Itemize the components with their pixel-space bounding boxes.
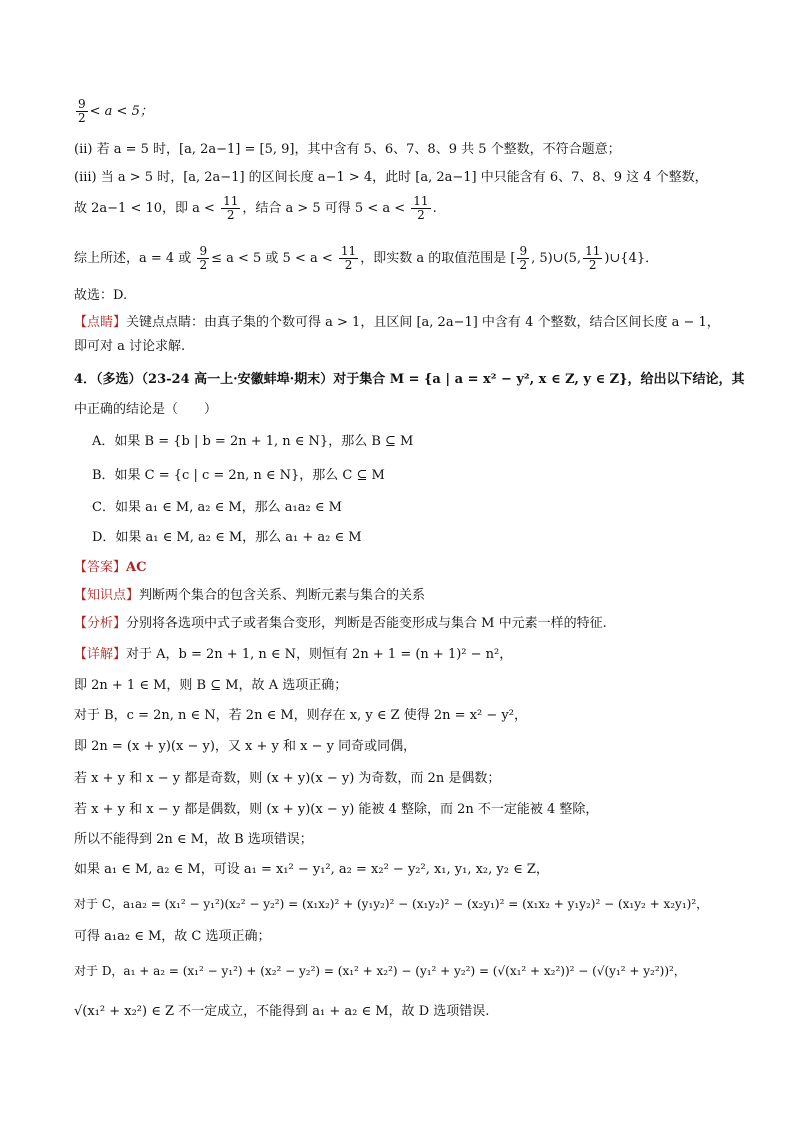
line-case-ii: (ii) 若 a = 5 时，[a, 2a−1] = [5, 9]，其中含有 5、6、7、8、9 共 5 个整数，不符合题意；: [74, 142, 621, 157]
fraction-9-2: $\frac{9}{2}$: [519, 244, 528, 272]
solution-line: √(x₁² + x₂²) ∈ Z 不一定成立，不能得到 a₁ + a₂ ∈ M，故 D 选项错误.: [74, 1004, 490, 1019]
solution-line: 所以不能得到 2n ∈ M，故 B 选项错误；: [74, 832, 313, 847]
question-4-stem: 4．（多选）（23-24 高一上·安徽蚌埠·期末）对于集合 M = {a | a = x² − y², x ∈ Z, y ∈ Z}，给出以下结论，其: [74, 372, 745, 387]
section-tag: 【答案】: [74, 560, 127, 575]
section-tag: 【知识点】: [74, 588, 140, 603]
fraction-11-2: $\frac{11}{2}$: [340, 244, 357, 272]
section-tag: 【详解】: [74, 647, 127, 662]
solution-line: 对于 D，a₁ + a₂ = (x₁² − y₁²) + (x₂² − y₂²) = (x₁² + x₂²) − (y₁² + y₂²) = (√(x₁² + x₂²))² − (√(y₁² + y₂²))²，: [74, 964, 686, 978]
solution-line: 若 x + y 和 x − y 都是奇数，则 (x + y)(x − y) 为奇数，而 2n 是偶数；: [74, 771, 501, 786]
option-b: B．如果 C = {c | c = 2n, n ∈ N}，那么 C ⊆ M: [92, 468, 385, 483]
solution-line: 对于 B，c = 2n, n ∈ N，若 2n ∈ M，则存在 x, y ∈ Z 使得 2n = x² − y²，: [74, 708, 527, 723]
option-d: D．如果 a₁ ∈ M, a₂ ∈ M，那么 a₁ + a₂ ∈ M: [92, 530, 362, 545]
solution-line: 若 x + y 和 x − y 都是偶数，则 (x + y)(x − y) 能被 4 整除，而 2n 不一定能被 4 整除，: [74, 802, 599, 817]
line-dianjing: 【点睛】关键点点睛：由真子集的个数可得 a > 1，且区间 [a, 2a−1] 中含有 4 个整数，结合区间长度 a − 1，: [74, 315, 720, 330]
fraction-11-2: $\frac{11}{2}$: [223, 194, 239, 222]
analysis-line: 【分析】分别将各选项中式子或者集合变形，判断是否能变形成与集合 M 中元素一样的特征.: [74, 616, 607, 631]
detail-line: 【详解】对于 A，b = 2n + 1, n ∈ N，则恒有 2n + 1 = (n + 1)² − n²，: [74, 647, 513, 662]
option-a: A．如果 B = {b | b = 2n + 1, n ∈ N}，那么 B ⊆ M: [92, 434, 414, 449]
option-c: C．如果 a₁ ∈ M, a₂ ∈ M，那么 a₁a₂ ∈ M: [92, 500, 342, 515]
solution-line: 对于 C，a₁a₂ = (x₁² − y₁²)(x₂² − y₂²) = (x₁x₂)² + (y₁y₂)² − (x₁y₂)² − (x₂y₁)² = (x₁x₂ + y₁y₂)² − (x₁y₂ + x₂y₁)²，: [74, 897, 709, 911]
solution-line: 可得 a₁a₂ ∈ M，故 C 选项正确；: [74, 929, 271, 944]
line-conclusion-iii: 故 2a−1 < 10，即 a < $\frac{11}{2}$ ，结合 a > 5 可得 5 < a < $\frac{11}{2}$ .: [74, 194, 437, 222]
fraction-11-2: $\frac{11}{2}$: [585, 244, 601, 272]
fraction-9-2: $\frac{9}{2}$: [199, 244, 208, 272]
solution-line: 即 2n = (x + y)(x − y)，又 x + y 和 x − y 同奇或同偶，: [74, 739, 417, 754]
line-ineq-1: $\frac{9}{2}$ < a < 5；: [78, 97, 153, 125]
line-summary: 综上所述，a = 4 或 $\frac{9}{2}$ ≤ a < 5 或 5 < a < $\frac{11}{2}$ ，即实数 a 的取值范围是 [ $\frac{9}{2}$ , 5)∪(5, $\frac{11}{2}$ )∪{4}．: [74, 244, 659, 272]
solution-line: 即 2n + 1 ∈ M，则 B ⊆ M，故 A 选项正确；: [74, 678, 348, 693]
solution-line: 如果 a₁ ∈ M, a₂ ∈ M，可设 a₁ = x₁² − y₁², a₂ = x₂² − y₂², x₁, y₁, x₂, y₂ ∈ Z，: [74, 862, 549, 877]
answer-line: [74, 558, 754, 578]
answer-value: AC: [126, 560, 147, 575]
knowledge-point-line: 【知识点】判断两个集合的包含关系、判断元素与集合的关系: [74, 588, 426, 603]
question-4-stem-cont: 中正确的结论是（ ）: [74, 402, 218, 417]
fraction-9-2: $\frac{9}{2}$: [78, 97, 86, 125]
section-tag: 【分析】: [74, 616, 127, 631]
line-answer-choice: 故选：D.: [74, 288, 128, 303]
fraction-11-2: $\frac{11}{2}$: [413, 194, 429, 222]
line-dianjing-cont: 即可对 a 讨论求解.: [74, 339, 186, 354]
line-case-iii: (iii) 当 a > 5 时，[a, 2a−1] 的区间长度 a−1 > 4，此时 [a, 2a−1] 中只能含有 6、7、8、9 这 4 个整数，: [74, 170, 708, 185]
section-tag: 【点睛】: [74, 315, 127, 330]
